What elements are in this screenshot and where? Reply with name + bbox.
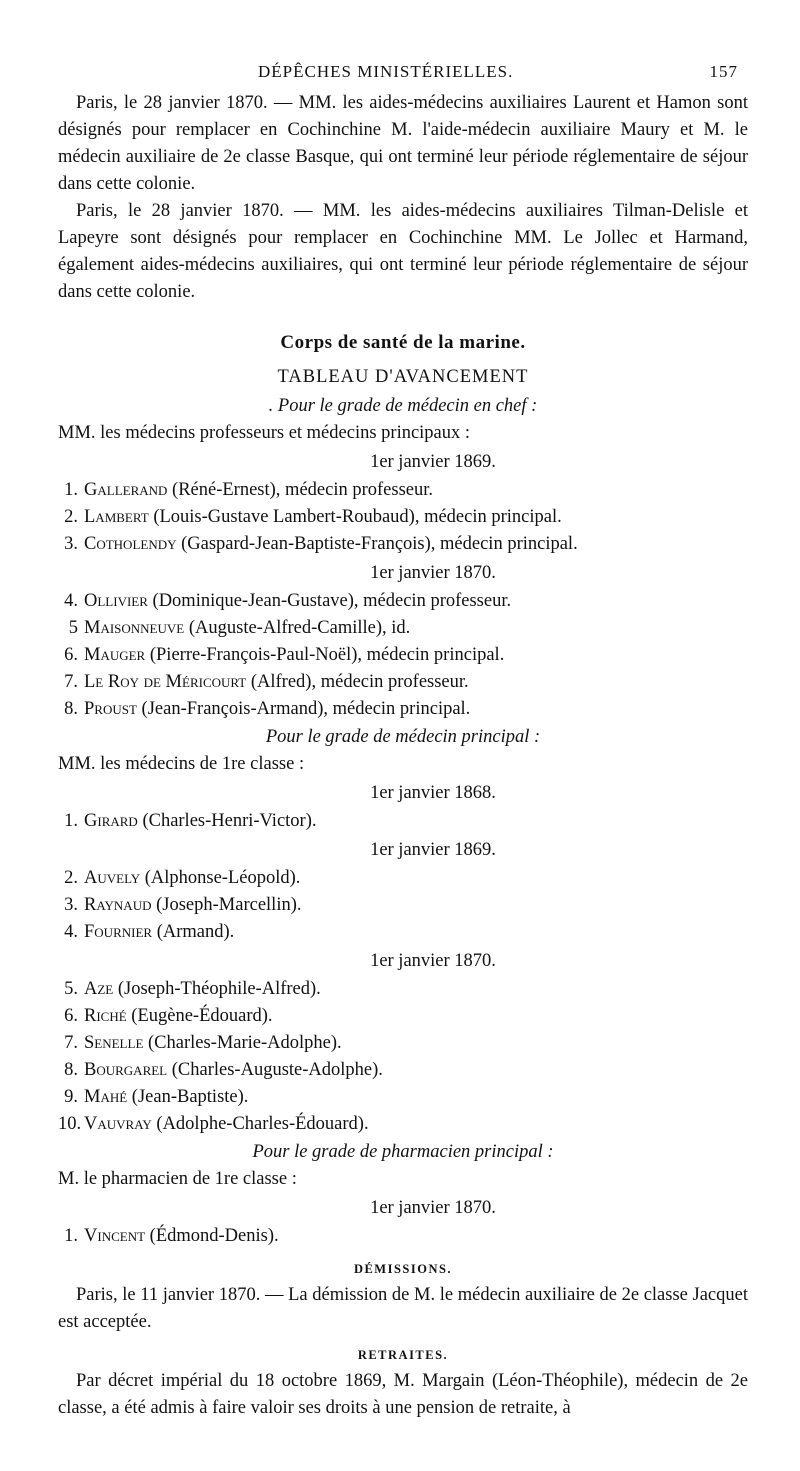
promotion-date: 1er janvier 1869. [370,452,496,472]
entry-number: 8. [64,1060,78,1080]
promotion-date: 1er janvier 1870. [370,563,496,583]
promotion-date: 1er janvier 1870. [370,1198,496,1218]
page-number: 157 [709,62,738,81]
entry-details: (Charles-Marie-Adolphe). [148,1033,342,1053]
entry-surname: Aze [84,979,114,999]
entry-details: (Jean-Baptiste). [131,1087,249,1107]
list-item [58,615,748,642]
grade-intro: MM. les médecins de 1re classe : [58,754,305,774]
entry-details: (Pierre-François-Paul-Noël), médecin principal. [149,645,505,665]
entry-details: (Dominique-Jean-Gustave), médecin professeur. [152,591,512,611]
promotion-sections [58,392,748,1250]
promotion-list [58,976,748,1138]
entry-details: (Charles-Henri-Victor). [142,811,317,831]
promotion-list [58,808,748,835]
entry-surname: Ollivier [84,591,148,611]
entry-details: (Eugène-Édouard). [131,1006,273,1026]
list-item [58,696,748,723]
entry-number: 1. [64,1226,78,1246]
list-item [58,976,748,1003]
entry-details: (Joseph-Marcellin). [156,895,302,915]
list-item [58,504,748,531]
list-item [58,919,748,946]
promotion-date: 1er janvier 1868. [370,783,496,803]
list-item [58,1003,748,1030]
promotion-date: 1er janvier 1869. [370,840,496,860]
list-item [58,531,748,558]
entry-number: 9. [64,1087,78,1107]
entry-surname: Fournier [84,922,153,942]
entry-number: 10. [58,1114,82,1134]
list-item [58,588,748,615]
entry-number: 6. [64,1006,78,1026]
entry-number: 2. [64,507,78,527]
entry-details: (Réné-Ernest), médecin professeur. [172,480,433,500]
entry-details: (Auguste-Alfred-Camille), id. [188,618,411,638]
demissions-heading: DÉMISSIONS. [353,1262,453,1276]
list-item [58,808,748,835]
entry-details: (Joseph-Théophile-Alfred). [117,979,321,999]
entry-number: 5. [64,979,78,999]
tableau-title: TABLEAU D'AVANCEMENT [277,367,529,387]
intro-paragraph-1: Paris, le 28 janvier 1870. — MM. les aides-médecins auxiliaires Laurent et Hamon sont désignés pour remplacer en Cochinchine M. l'aide-médecin auxiliaire Maury et M. le médecin auxiliaire de 2e classe Basque, qui ont terminé leur période réglementaire de séjour dans cette colonie. [58,93,748,194]
entry-number: 1. [64,811,78,831]
grade-intro: M. le pharmacien de 1re classe : [58,1169,297,1189]
list-item [58,1111,748,1138]
entry-surname: Bourgarel [84,1060,168,1080]
entry-surname: Vincent [84,1226,146,1246]
entry-surname: Le Roy de Méricourt [84,672,247,692]
entry-details: (Adolphe-Charles-Édouard). [156,1114,369,1134]
entry-number: 7. [64,672,78,692]
grade-intro: MM. les médecins professeurs et médecins principaux : [58,423,471,443]
entry-number: 7. [64,1033,78,1053]
list-item [58,1084,748,1111]
entry-number: 3. [64,895,78,915]
retraites-text: Par décret impérial du 18 octobre 1869, M. Margain (Léon-Théophile), médecin de 2e classe, a été admis à faire valoir ses droits à une pension de retraite, à [58,1371,748,1418]
entry-number: 2. [64,868,78,888]
grade-heading: . Pour le grade de médecin en chef : [268,396,538,416]
grade-heading: Pour le grade de médecin principal : [265,727,541,747]
list-item [58,865,748,892]
list-item [58,1030,748,1057]
entry-surname: Maisonneuve [84,618,185,638]
entry-number: 4. [64,591,78,611]
running-title: DÉPÊCHES MINISTÉRIELLES. [258,62,514,81]
document-page [58,58,748,1422]
entry-number: 6. [64,645,78,665]
list-item [58,642,748,669]
entry-details: (Jean-François-Armand), médecin principal. [141,699,471,719]
demissions-text: Paris, le 11 janvier 1870. — La démission de M. le médecin auxiliaire de 2e classe Jacquet est acceptée. [58,1285,748,1332]
entry-details: (Armand). [156,922,235,942]
entry-surname: Raynaud [84,895,152,915]
entry-details: (Gaspard-Jean-Baptiste-François), médecin principal. [181,534,578,554]
corps-title: Corps de santé de la marine. [280,332,526,353]
promotion-list [58,477,748,558]
list-item [58,1223,748,1250]
retraites-heading: RETRAITES. [357,1348,449,1362]
entry-surname: Senelle [84,1033,144,1053]
entry-surname: Girard [84,811,138,831]
list-item [58,1057,748,1084]
entry-details: (Alphonse-Léopold). [144,868,301,888]
entry-number: 4. [64,922,78,942]
entry-surname: Mauger [84,645,146,665]
grade-heading: Pour le grade de pharmacien principal : [252,1142,554,1162]
running-header [58,58,748,90]
entry-surname: Lambert [84,507,149,527]
entry-surname: Vauvray [84,1114,152,1134]
list-item [58,669,748,696]
intro-paragraph-2: Paris, le 28 janvier 1870. — MM. les aides-médecins auxiliaires Tilman-Delisle et Lapeyre sont désignés pour remplacer en Cochinchine MM. Le Jollec et Harmand, également aides-médecins auxiliaires, qui ont terminé leur période réglementaire de séjour dans cette colonie. [58,201,748,302]
entry-surname: Gallerand [84,480,168,500]
entry-details: (Charles-Auguste-Adolphe). [171,1060,383,1080]
entry-surname: Cotholendy [84,534,177,554]
entry-surname: Proust [84,699,137,719]
promotion-date: 1er janvier 1870. [370,951,496,971]
entry-surname: Riché [84,1006,127,1026]
entry-number: 5 [68,618,78,638]
promotion-list [58,588,748,723]
entry-number: 8. [64,699,78,719]
list-item [58,477,748,504]
entry-number: 3. [64,534,78,554]
list-item [58,892,748,919]
entry-details: (Louis-Gustave Lambert-Roubaud), médecin principal. [153,507,562,527]
entry-surname: Auvely [84,868,141,888]
entry-surname: Mahé [84,1087,128,1107]
entry-details: (Édmond-Denis). [149,1226,279,1246]
promotion-list [58,865,748,946]
entry-details: (Alfred), médecin professeur. [250,672,469,692]
entry-number: 1. [64,480,78,500]
promotion-list [58,1223,748,1250]
